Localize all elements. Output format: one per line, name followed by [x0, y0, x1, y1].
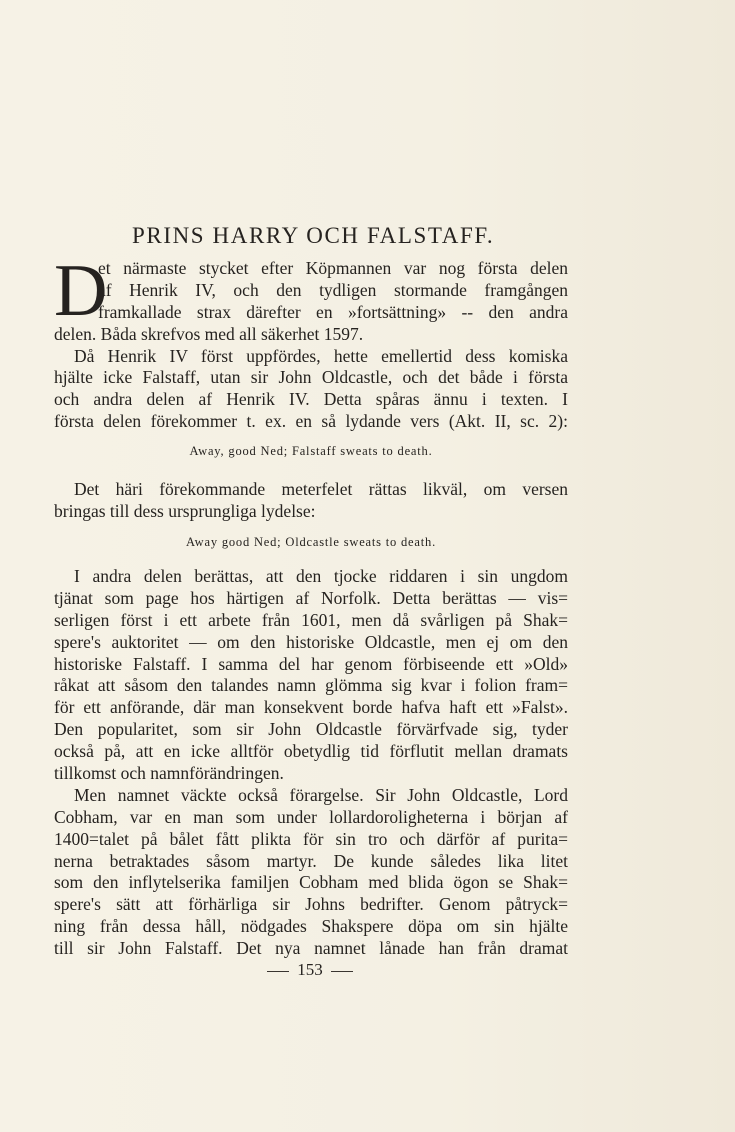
body-text	[54, 250, 568, 959]
text-line: serligen först i ett arbete från 1601, men då svårligen på Shak=	[54, 609, 568, 630]
text-line: tillkomst och namnförändringen.	[54, 763, 284, 784]
text-line: 1400=talet på bålet fått plikta för sin tro och därför af purita=	[54, 828, 568, 849]
paragraph	[54, 566, 568, 960]
text-line: tjänat som page hos härtigen af Norfolk. Detta berättas — vis=	[54, 587, 568, 608]
text-line: också på, att en icke alltför obetydlig tid förflutit mellan dramats	[54, 741, 568, 762]
text-line: delen. Båda skrefvos med all säkerhet 1597.	[54, 323, 364, 344]
text-line: af Henrik IV, och den tydligen stormande framgången	[98, 279, 568, 300]
text-line: och andra delen af Henrik IV. Detta spåras ännu i texten. I	[54, 389, 568, 410]
text-line: historiske Falstaff. I samma del har genom förbiseende ett »Old»	[54, 653, 568, 674]
text-line: Det häri förekommande meterfelet rättas likväl, om versen	[74, 479, 568, 499]
text-line: till sir John Falstaff. Det nya namnet lånade han från dramat	[54, 938, 568, 959]
text-line: I andra delen berättas, att den tjocke riddaren i sin ungdom	[74, 566, 568, 586]
text-line: för ett anförande, där man konsekvent borde hafva haft ett »Falst».	[54, 697, 568, 718]
text-line: et närmaste stycket efter Köpmannen var nog första delen	[98, 258, 568, 278]
dash-left	[267, 971, 289, 972]
text-line: Cobham, var en man som under lollardoroligheterna i början af	[54, 806, 568, 827]
page-number-value: 153	[297, 960, 323, 979]
text-line: Den popularitet, som sir John Oldcastle förvärfvade sig, tyder	[54, 719, 568, 740]
text-line: Men namnet väckte också förargelse. Sir John Oldcastle, Lord	[74, 784, 568, 805]
text-line: spere's sätt att förhärliga sir Johns bedrifter. Genom påtryck=	[54, 894, 568, 915]
text-line: Då Henrik IV först uppfördes, hette emellertid dess komiska	[74, 345, 568, 366]
text-line: som den inflytelserika familjen Cobham med blida ögon se Shak=	[54, 872, 568, 893]
text-line: spere's auktoritet — om den historiske Oldcastle, men ej om den	[54, 631, 568, 652]
verse-quote: Away good Ned; Oldcastle sweats to death.	[186, 535, 436, 549]
text-line: framkallade strax därefter en »fortsättning» -- den andra	[98, 301, 568, 322]
chapter-title: PRINS HARRY OCH FALSTAFF.	[132, 223, 495, 248]
drop-cap: D	[54, 250, 108, 332]
text-line: nerna betraktades såsom martyr. De kunde således lika litet	[54, 850, 568, 871]
dash-right	[331, 971, 353, 972]
paragraph	[54, 479, 568, 523]
text-line: första delen förekommer t. ex. en så lydande vers (Akt. II, sc. 2):	[54, 411, 568, 432]
page-number	[0, 960, 620, 980]
verse-quote: Away, good Ned; Falstaff sweats to death.	[189, 444, 433, 458]
text-line: ning från dessa håll, nödgades Shakspere döpa om sin hjälte	[54, 916, 568, 937]
text-line: hjälte icke Falstaff, utan sir John Oldcastle, och det både i första	[54, 367, 568, 388]
text-line: råkat att såsom den talandes namn glömma sig kvar i folion fram=	[54, 675, 568, 696]
text-line: bringas till dess ursprungliga lydelse:	[54, 500, 316, 521]
